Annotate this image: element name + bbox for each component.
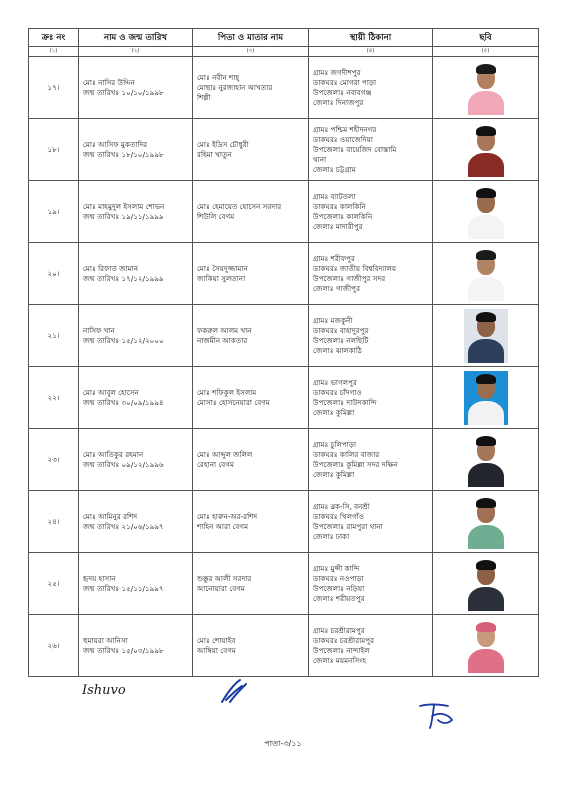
name-dob-cell — [79, 57, 193, 119]
photo-cell — [433, 119, 539, 181]
birth-date: জন্ম তারিখঃ ৩০/০৯/১৯৯৪ — [83, 397, 164, 407]
address-line: গ্রামঃ মুন্সী কান্দি — [313, 563, 360, 573]
address-line: ডাকঘরঃ খিলগাঁও — [313, 511, 365, 521]
table-row — [29, 243, 539, 305]
photo-hair — [476, 250, 496, 260]
photo-shirt — [468, 463, 504, 487]
photo-hair — [476, 188, 496, 198]
candidate-name: মোঃ আমিনুর রশিদ — [83, 511, 138, 521]
page-number: পাতা-৩/১১ — [264, 739, 302, 748]
address-line: ডাকঘরঃ ওয়াজেদিয়া — [313, 134, 373, 144]
birth-date: জন্ম তারিখঃ ১৫/১১/১৯৯৭ — [83, 583, 164, 593]
photo-cell — [433, 305, 539, 367]
candidate-name: মোঃ মাহমুদুল ইসলাম শোভন — [83, 201, 165, 211]
address-line: উপজেলাঃ নড়িয়া — [313, 583, 365, 593]
parent-name: মোঃ আব্দুল জলিল — [197, 449, 253, 459]
address-line: ডাকঘরঃ চাঁদগাও — [313, 387, 362, 397]
table-row — [29, 57, 539, 119]
address-line: জেলাঃ গাজীপুর — [313, 283, 361, 293]
photo-shirt — [468, 401, 504, 425]
photo-hair — [476, 312, 496, 322]
table-row — [29, 367, 539, 429]
address-line: গ্রামঃ ব্যাটতলা — [313, 191, 356, 201]
address-line: ডাকঘরঃ নওপাড়া — [313, 573, 364, 583]
address-line: ডাকঘরঃ চরশ্রীরামপুর — [313, 635, 375, 645]
table-row — [29, 491, 539, 553]
address-line: গ্রামঃ মজকুনী — [313, 315, 353, 325]
parents-cell — [193, 305, 309, 367]
parents-cell — [193, 57, 309, 119]
name-dob-cell — [79, 181, 193, 243]
address-line: উপজেলাঃ রামপুরা থানা — [313, 521, 383, 531]
parents-cell — [193, 367, 309, 429]
photo-cell — [433, 491, 539, 553]
candidate-name: হৃদয় হাসান — [83, 573, 116, 583]
candidate-name: হুমায়রা আনিসা — [83, 635, 128, 645]
address-cell — [309, 119, 433, 181]
candidate-photo — [464, 495, 508, 549]
photo-cell — [433, 243, 539, 305]
parent-name: রহিমা খাতুন — [197, 149, 232, 159]
parent-name: শিউলি বেগম — [197, 211, 235, 221]
photo-shirt — [468, 91, 504, 115]
parent-name: মোঃ সৈয়দুজ্জামান — [197, 263, 248, 273]
photo-cell — [433, 553, 539, 615]
name-dob-cell — [79, 305, 193, 367]
parents-cell — [193, 429, 309, 491]
photo-hair — [476, 560, 496, 570]
serial-cell: ২৬। — [29, 615, 79, 677]
address-line: ডাকঘরঃ মোগরা পাড়া — [313, 77, 377, 87]
address-cell — [309, 429, 433, 491]
photo-shirt — [468, 215, 504, 239]
address-cell — [309, 615, 433, 677]
candidate-photo — [464, 371, 508, 425]
serial-cell: ২১। — [29, 305, 79, 367]
candidate-photo — [464, 61, 508, 115]
birth-date: জন্ম তারিখঃ ১৭/১২/১৯৯৯ — [83, 273, 164, 283]
address-line: উপজেলাঃ বায়েজিদ বোস্তামি — [313, 144, 397, 154]
parent-name: শুক্কুর আলী সরদার — [197, 573, 252, 583]
address-line: ডাকঘরঃ জাতীয় বিশ্ববিদ্যালয় — [313, 263, 397, 273]
address-line: গ্রামঃ জগদীশপুর — [313, 67, 361, 77]
photo-cell — [433, 615, 539, 677]
parents-cell — [193, 243, 309, 305]
candidate-photo — [464, 185, 508, 239]
address-cell — [309, 491, 433, 553]
parent-name: মোছাঃ নুরজাহান আখতার — [197, 82, 273, 92]
header-photo: ছবি — [433, 29, 539, 47]
parent-name: আম্বিয়া বেগম — [197, 645, 236, 655]
candidate-table — [28, 28, 539, 677]
address-line: জেলাঃ কুমিল্লা — [313, 407, 355, 417]
address-line: গ্রামঃ ভাগলপুর — [313, 377, 357, 387]
candidate-name: মোঃ রিফাত জামান — [83, 263, 139, 273]
name-dob-cell — [79, 615, 193, 677]
photo-cell — [433, 367, 539, 429]
candidate-name: নাসিফ খান — [83, 325, 115, 335]
candidate-photo — [464, 309, 508, 363]
serial-cell: ২২। — [29, 367, 79, 429]
photo-shirt — [468, 277, 504, 301]
address-line: ডাকঘরঃ বাহাদুরপুর — [313, 325, 369, 335]
parents-cell — [193, 181, 309, 243]
name-dob-cell — [79, 119, 193, 181]
header-parents: পিতা ও মাতার নাম — [193, 29, 309, 47]
photo-cell — [433, 181, 539, 243]
candidate-photo — [464, 557, 508, 611]
signature-ishuvo: Ishuvo — [82, 683, 126, 698]
candidate-name: মোঃ আতিকুর রহমান — [83, 449, 144, 459]
address-line: জেলাঃ ঝালকাঠি — [313, 345, 362, 355]
candidate-name: মোঃ আসিফ মুকতাদির — [83, 139, 148, 149]
address-line: গ্রামঃ চুলিপাড়া — [313, 439, 357, 449]
photo-cell — [433, 429, 539, 491]
header-address: স্থায়ী ঠিকানা — [309, 29, 433, 47]
photo-hair — [476, 126, 496, 136]
parents-cell — [193, 615, 309, 677]
header-serial: ক্রঃ নং — [29, 29, 79, 47]
signature-3 — [418, 700, 456, 730]
birth-date: জন্ম তারিখঃ ১৯/১১/১৯৯৯ — [83, 211, 164, 221]
candidate-name: মোঃ আবুল হোসেন — [83, 387, 139, 397]
parent-name: মোঃ ইদ্রিস চৌধুরী — [197, 139, 249, 149]
parents-cell — [193, 491, 309, 553]
address-cell — [309, 181, 433, 243]
birth-date: জন্ম তারিখঃ ১৮/১০/১৯৯৮ — [83, 149, 164, 159]
serial-cell: ২৫। — [29, 553, 79, 615]
address-cell — [309, 553, 433, 615]
parent-name: আনোয়ারা বেগম — [197, 583, 245, 593]
serial-cell: ১৯। — [29, 181, 79, 243]
parent-name: মোঃ শোয়াইব — [197, 635, 236, 645]
parent-name: মোঃ হারুন-অর-রশিদ — [197, 511, 258, 521]
serial-cell: ২০। — [29, 243, 79, 305]
address-line: ডাকঘরঃ কালির বাজার — [313, 449, 380, 459]
parent-name: নাজমীন আকতার — [197, 335, 248, 345]
photo-shirt — [468, 649, 504, 673]
address-line: উপজেলাঃ কুমিল্লা সদর দক্ষিন — [313, 459, 398, 469]
address-line: জেলাঃ ময়মনসিংহ — [313, 655, 367, 665]
parent-name: রেহানা বেগম — [197, 459, 235, 469]
serial-cell: ২৩। — [29, 429, 79, 491]
parent-name: মোঃ নবীন শাহ্ — [197, 72, 240, 82]
candidate-photo — [464, 433, 508, 487]
address-line: জেলাঃ মাদারীপুর — [313, 221, 363, 231]
name-dob-cell — [79, 553, 193, 615]
table-row — [29, 429, 539, 491]
column-number-row — [29, 47, 539, 57]
address-line: উপজেলাঃ গাজীপুর সদর — [313, 273, 386, 283]
parent-name: মোসাঃ হোসনেয়ারা বেগম — [197, 397, 270, 407]
name-dob-cell — [79, 429, 193, 491]
table-row — [29, 305, 539, 367]
photo-shirt — [468, 339, 504, 363]
column-number: (১) — [29, 47, 79, 57]
address-line: জেলাঃ চট্টগ্রাম — [313, 164, 356, 174]
candidate-photo — [464, 619, 508, 673]
photo-hair — [476, 622, 496, 632]
address-line: উপজেলাঃ দাউদকান্দি — [313, 397, 377, 407]
parent-name: মোঃ শফিকুল ইসলাম — [197, 387, 257, 397]
name-dob-cell — [79, 243, 193, 305]
table-row — [29, 181, 539, 243]
address-line: গ্রামঃ শরীফপুর — [313, 253, 355, 263]
address-line: গ্রামঃ ব্লক-সি, বনশ্রী — [313, 501, 370, 511]
address-line: উপজেলাঃ কালকিনি — [313, 211, 373, 221]
birth-date: জন্ম তারিখঃ ১৫/১২/২০০০ — [83, 335, 164, 345]
table-row — [29, 119, 539, 181]
serial-cell: ১৭। — [29, 57, 79, 119]
parent-name: মোঃ হেমায়েত হোসেন সরদার — [197, 201, 282, 211]
name-dob-cell — [79, 367, 193, 429]
address-line: গ্রামঃ চরশ্রীরামপুর — [313, 625, 365, 635]
table-body — [29, 57, 539, 677]
column-number: (৫) — [433, 47, 539, 57]
candidate-photo — [464, 247, 508, 301]
table-row — [29, 553, 539, 615]
serial-cell: ১৮। — [29, 119, 79, 181]
address-cell — [309, 57, 433, 119]
address-line: জেলাঃ ঢাকা — [313, 531, 350, 541]
photo-shirt — [468, 153, 504, 177]
birth-date: জন্ম তারিখঃ ২১/০৬/১৯৯৭ — [83, 521, 164, 531]
birth-date: জন্ম তারিখঃ ১০/১০/১৯৯৮ — [83, 87, 164, 97]
candidate-photo — [464, 123, 508, 177]
address-cell — [309, 243, 433, 305]
address-line: গ্রামঃ পশ্চিম শহীদনগর — [313, 124, 377, 134]
header-name-dob: নাম ও জন্ম তারিখ — [79, 29, 193, 47]
address-line: ডাকঘরঃ কালকিনি — [313, 201, 366, 211]
address-line: উপজেলাঃ নবাবগঞ্জ — [313, 87, 372, 97]
table-row — [29, 615, 539, 677]
photo-hair — [476, 436, 496, 446]
serial-cell: ২৪। — [29, 491, 79, 553]
birth-date: জন্ম তারিখঃ ১৫/০৩/১৯৯৮ — [83, 645, 164, 655]
parent-name: শিল্পী — [197, 92, 211, 102]
name-dob-cell — [79, 491, 193, 553]
parent-name: শাহিন আরা বেগম — [197, 521, 249, 531]
signature-2 — [218, 678, 250, 706]
parents-cell — [193, 553, 309, 615]
birth-date: জন্ম তারিখঃ ০৯/১২/১৯৯৬ — [83, 459, 164, 469]
candidate-name: মোঃ নাসির উদ্দিন — [83, 77, 135, 87]
address-line: উপজেলাঃ নলছিটি — [313, 335, 369, 345]
parent-name: জাকিয়া সুলতানা — [197, 273, 246, 283]
address-line: জেলাঃ শরীয়তপুর — [313, 593, 365, 603]
photo-hair — [476, 374, 496, 384]
address-line: জেলাঃ কুমিল্লা — [313, 469, 355, 479]
parents-cell — [193, 119, 309, 181]
photo-cell — [433, 57, 539, 119]
address-cell — [309, 367, 433, 429]
photo-hair — [476, 64, 496, 74]
address-line: উপজেলাঃ নান্দাইল — [313, 645, 370, 655]
address-cell — [309, 305, 433, 367]
column-number: (৩) — [193, 47, 309, 57]
photo-shirt — [468, 587, 504, 611]
parent-name: ফকরুল আলম খান — [197, 325, 252, 335]
address-line: থানা — [313, 154, 327, 164]
photo-shirt — [468, 525, 504, 549]
photo-hair — [476, 498, 496, 508]
header-row — [29, 29, 539, 47]
column-number: (৪) — [309, 47, 433, 57]
column-number: (২) — [79, 47, 193, 57]
address-line: জেলাঃ দিনাজপুর — [313, 97, 364, 107]
